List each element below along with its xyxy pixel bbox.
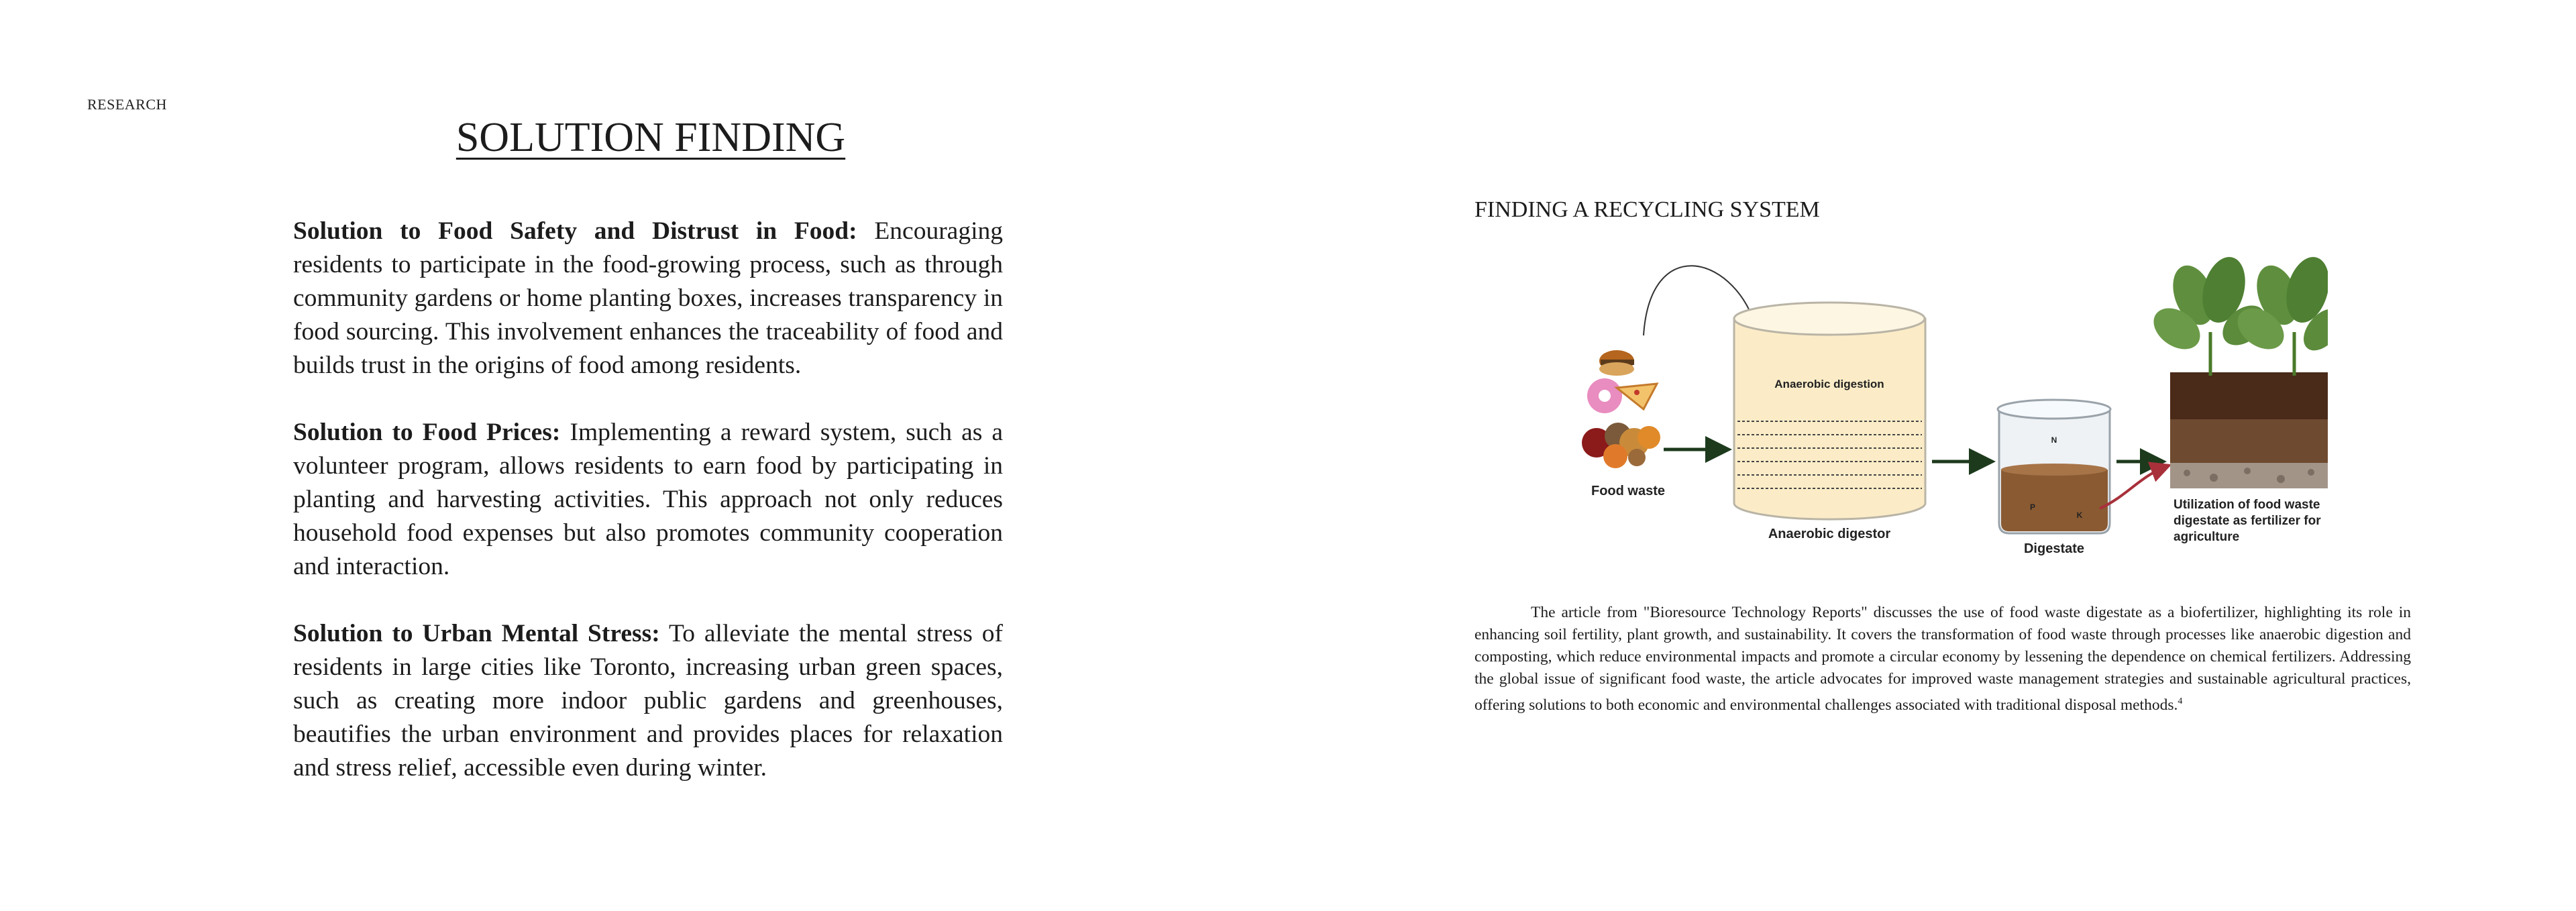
solutions-list: [293, 215, 1003, 818]
anaerobic-digestion-label: Anaerobic digestion: [1774, 378, 1884, 390]
plant-right: [2230, 252, 2328, 376]
nutrient-n-label: N: [2051, 435, 2057, 445]
solution-heading: Solution to Food Safety and Distrust in Food:: [293, 217, 857, 245]
food-waste-label: Food waste: [1591, 484, 1666, 498]
utilization-label-line2: digestate as fertilizer for: [2174, 514, 2321, 528]
food-waste-illustration: [1582, 350, 1660, 468]
solution-food-safety: [293, 215, 1003, 382]
solution-body: To alleviate the mental stress of residents in large cities like Toronto, increasing urban green spaces, such as creating more indoor public gardens and greenhouses, beautifies the urban environment and provides places for relaxation and stress relief, accessible even during winter.: [293, 620, 1004, 782]
article-text: The article from "Bioresource Technology Reports" discusses the use of food waste digestate as a biofertilizer, highlighting its role in enhancing soil fertility, plant growth, and sustainability. It covers the transformation of food waste through processes like anaerobic digestion and composting, which reduce environmental impacts and promote a circular economy by lessening the dependence on chemical fertilizers. Addressing the global issue of significant food waste, the article advocates for improved waste management strategies and sustainable agricultural practices, offering solutions to both economic and environmental challenges associated with traditional disposal methods.: [1474, 604, 2411, 714]
digestate-label: Digestate: [2023, 541, 2085, 556]
utilization-label-line1: Utilization of food waste: [2174, 498, 2320, 512]
recycling-title: FINDING A RECYCLING SYSTEM: [1474, 197, 1820, 222]
soil-block: [2170, 372, 2328, 488]
solution-heading: Solution to Urban Mental Stress:: [293, 620, 660, 647]
solution-heading: Solution to Food Prices:: [293, 419, 561, 446]
digestate-beaker: [1998, 400, 2110, 533]
nutrient-k-label: K: [2076, 511, 2083, 520]
digestor-label: Anaerobic digestor: [1768, 527, 1891, 541]
nutrient-p-label: P: [2029, 502, 2036, 512]
solution-urban-stress: [293, 617, 1003, 785]
article-summary: [1474, 602, 2411, 716]
section-label: RESEARCH: [87, 96, 167, 113]
recycling-diagram-svg: [1570, 242, 2328, 564]
footnote-marker: 4: [2178, 696, 2183, 706]
recycling-diagram: [1570, 242, 2328, 564]
solution-body: Implementing a reward system, such as a volunteer program, allows residents to earn food by participating in planting and harvesting activities. This approach not only reduces household food expenses but also promotes community cooperation and interaction.: [293, 419, 1004, 580]
solution-food-prices: [293, 416, 1003, 584]
utilization-label-line3: agriculture: [2174, 530, 2240, 544]
digestor-tank: [1734, 303, 1925, 519]
page-title: SOLUTION FINDING: [455, 115, 846, 160]
solution-body: Encouraging residents to participate in the food-growing process, such as through community gardens or home planting boxes, increases transparency in food sourcing. This involvement enhances the traceability of food and builds trust in the origins of food among residents.: [293, 217, 1003, 379]
